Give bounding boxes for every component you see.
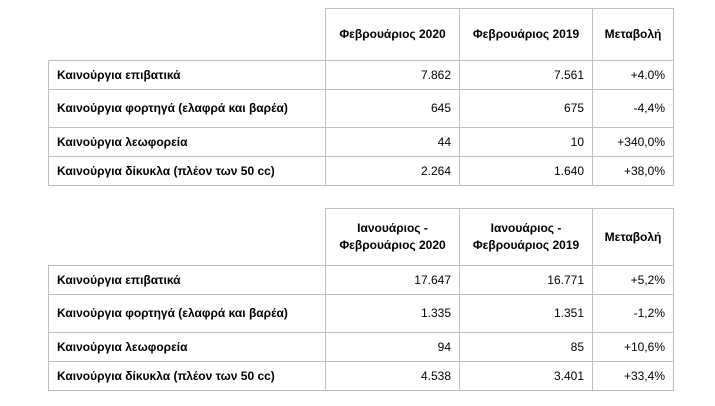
value-change: +33,4%	[593, 362, 674, 391]
value-change: -1,2%	[593, 295, 674, 333]
row-label: Καινούργια λεωφορεία	[49, 333, 326, 362]
row-label: Καινούργια επιβατικά	[49, 266, 326, 295]
table-row	[49, 90, 674, 128]
value-change: +4.0%	[593, 61, 674, 90]
row-label: Καινούργια λεωφορεία	[49, 128, 326, 157]
row-label: Καινούργια φορτηγά (ελαφρά και βαρέα)	[49, 90, 326, 128]
row-label: Καινούργια επιβατικά	[49, 61, 326, 90]
table-row	[49, 295, 674, 333]
value-2019: 675	[460, 90, 593, 128]
header-jan-feb-2020: Ιανουάριος - Φεβρουάριος 2020	[326, 209, 460, 266]
value-2020: 94	[326, 333, 460, 362]
value-2020: 17.647	[326, 266, 460, 295]
value-2019: 1.640	[460, 157, 593, 186]
row-label: Καινούργια δίκυκλα (πλέον των 50 cc)	[49, 157, 326, 186]
value-2020: 645	[326, 90, 460, 128]
table-header-row	[49, 9, 674, 61]
value-change: -4,4%	[593, 90, 674, 128]
value-2019: 85	[460, 333, 593, 362]
value-2020: 44	[326, 128, 460, 157]
value-2019: 3.401	[460, 362, 593, 391]
header-blank-cell	[49, 9, 326, 61]
header-blank-cell	[49, 209, 326, 266]
table-row	[49, 333, 674, 362]
value-change: +38,0%	[593, 157, 674, 186]
table-row	[49, 157, 674, 186]
value-2019: 16.771	[460, 266, 593, 295]
header-jan-feb-2019: Ιανουάριος - Φεβρουάριος 2019	[460, 209, 593, 266]
value-2019: 10	[460, 128, 593, 157]
header-change: Μεταβολή	[593, 9, 674, 61]
header-feb-2019: Φεβρουάριος 2019	[460, 9, 593, 61]
value-2019: 7.561	[460, 61, 593, 90]
table-row	[49, 128, 674, 157]
row-label: Καινούργια φορτηγά (ελαφρά και βαρέα)	[49, 295, 326, 333]
table-header-row	[49, 209, 674, 266]
header-change: Μεταβολή	[593, 209, 674, 266]
value-change: +5,2%	[593, 266, 674, 295]
table-row	[49, 362, 674, 391]
value-change: +340,0%	[593, 128, 674, 157]
value-2020: 7.862	[326, 61, 460, 90]
value-2020: 1.335	[326, 295, 460, 333]
value-2020: 4.538	[326, 362, 460, 391]
value-change: +10,6%	[593, 333, 674, 362]
cumulative-registrations-table	[48, 208, 674, 391]
monthly-registrations-table	[48, 8, 674, 186]
table-row	[49, 61, 674, 90]
value-2020: 2.264	[326, 157, 460, 186]
row-label: Καινούργια δίκυκλα (πλέον των 50 cc)	[49, 362, 326, 391]
value-2019: 1.351	[460, 295, 593, 333]
header-feb-2020: Φεβρουάριος 2020	[326, 9, 460, 61]
table-row	[49, 266, 674, 295]
